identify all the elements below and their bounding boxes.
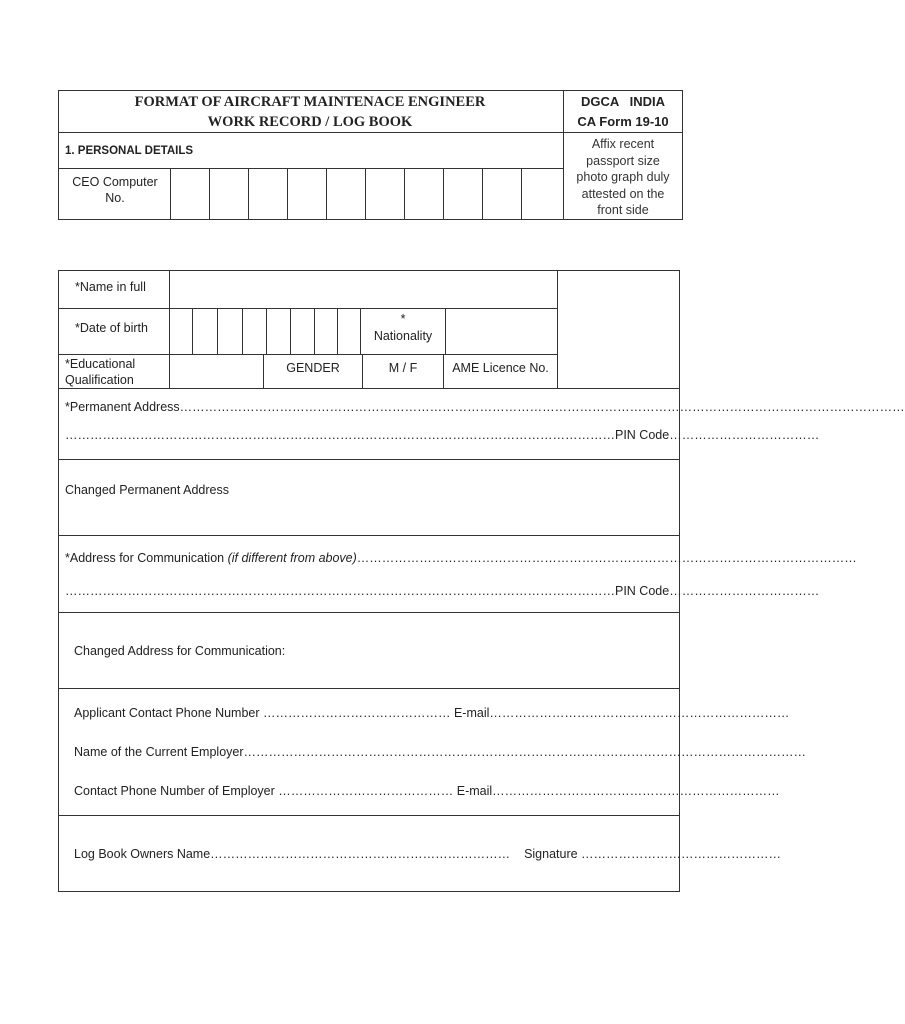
photo-note-line: passport size xyxy=(586,153,660,168)
ceo-box-line xyxy=(170,168,171,220)
nationality-input[interactable] xyxy=(446,309,557,354)
nationality-star: * xyxy=(400,312,406,326)
grid-line xyxy=(58,535,680,536)
section-heading: 1. PERSONAL DETAILS xyxy=(65,145,194,157)
communication-address-note: (if different from above) xyxy=(227,551,357,565)
communication-address-dots: ………………………………………………………………………………………………………… xyxy=(356,551,857,565)
gender-options[interactable]: M / F xyxy=(388,361,418,375)
photo-note-line: attested on the xyxy=(581,186,665,201)
changed-communication-address-label: Changed Address for Communication: xyxy=(74,644,286,658)
ame-licence-label: AME Licence No. xyxy=(452,361,549,375)
ceo-box-line xyxy=(404,168,405,220)
photo-note-line: photo graph duly xyxy=(576,170,670,184)
ceo-box-line xyxy=(248,168,249,220)
communication-address-label: *Address for Communication xyxy=(65,551,228,565)
dob-tick xyxy=(266,309,267,354)
dob-tick xyxy=(192,309,193,354)
dob-tick xyxy=(242,309,243,354)
ceo-digit-boxes[interactable] xyxy=(170,168,563,220)
permanent-address-line1[interactable]: *Permanent Address………………………………………………………………………………………………………………………………………………………… xyxy=(65,400,905,414)
changed-permanent-address-input[interactable] xyxy=(59,500,679,534)
authority-label: DGCA INDIA xyxy=(580,94,666,109)
ceo-label-line1: CEO Computer xyxy=(72,175,158,189)
form-title-line2: WORK RECORD / LOG BOOK xyxy=(207,114,413,130)
dob-tick xyxy=(314,309,315,354)
dob-boxes[interactable] xyxy=(170,309,360,354)
owner-name-signature-line[interactable]: Log Book Owners Name……………………………………………………………… Signature ………………………………………… xyxy=(74,847,782,861)
nationality-label: Nationality xyxy=(373,329,433,343)
dob-tick xyxy=(290,309,291,354)
dob-tick xyxy=(337,309,338,354)
changed-permanent-address-label: Changed Permanent Address xyxy=(65,483,229,497)
name-label: *Name in full xyxy=(75,280,146,294)
communication-address-line1[interactable] xyxy=(65,551,857,565)
grid-line xyxy=(58,459,680,460)
ceo-box-line xyxy=(365,168,366,220)
ceo-box-line xyxy=(209,168,210,220)
ceo-box-line xyxy=(326,168,327,220)
communication-address-line2[interactable]: ……………………………………………………………………………………………………………………PIN Code……………………………… xyxy=(65,584,820,598)
name-input[interactable] xyxy=(170,271,557,308)
grid-line xyxy=(58,688,680,689)
employer-phone-email-line[interactable]: Contact Phone Number of Employer …………………………………… E-mail…………………………………………………………… xyxy=(74,784,780,798)
dob-tick xyxy=(217,309,218,354)
ceo-box-line xyxy=(443,168,444,220)
dob-label: *Date of birth xyxy=(75,321,148,335)
form-number: CA Form 19-10 xyxy=(577,114,669,129)
grid-line xyxy=(58,388,680,389)
grid-line xyxy=(58,354,558,355)
grid-line xyxy=(58,815,680,816)
photo-box[interactable] xyxy=(558,271,679,388)
changed-communication-address-input[interactable] xyxy=(59,662,679,687)
current-employer-line[interactable]: Name of the Current Employer……………………………………………………………………………………………………………………… xyxy=(74,745,807,759)
education-input[interactable] xyxy=(170,355,263,388)
ceo-label-line2: No. xyxy=(105,191,125,205)
photo-note xyxy=(564,136,682,219)
applicant-phone-email-line[interactable]: Applicant Contact Phone Number ……………………………………… E-mail……………………………………………………………… xyxy=(74,706,790,720)
edu-label-line1: *Educational xyxy=(65,357,136,371)
photo-note-line: front side xyxy=(597,203,649,217)
photo-note-line: Affix recent xyxy=(591,137,655,151)
ceo-box-line xyxy=(482,168,483,220)
ceo-box-line xyxy=(521,168,522,220)
permanent-address-line2[interactable]: ……………………………………………………………………………………………………………………PIN Code……………………………… xyxy=(65,428,820,442)
grid-line xyxy=(58,612,680,613)
ceo-box-line xyxy=(287,168,288,220)
header-divider-horizontal xyxy=(58,132,683,133)
gender-label: GENDER xyxy=(286,361,340,375)
form-title-line1: FORMAT OF AIRCRAFT MAINTENACE ENGINEER xyxy=(134,94,486,110)
edu-label-line2: Qualification xyxy=(65,373,134,387)
